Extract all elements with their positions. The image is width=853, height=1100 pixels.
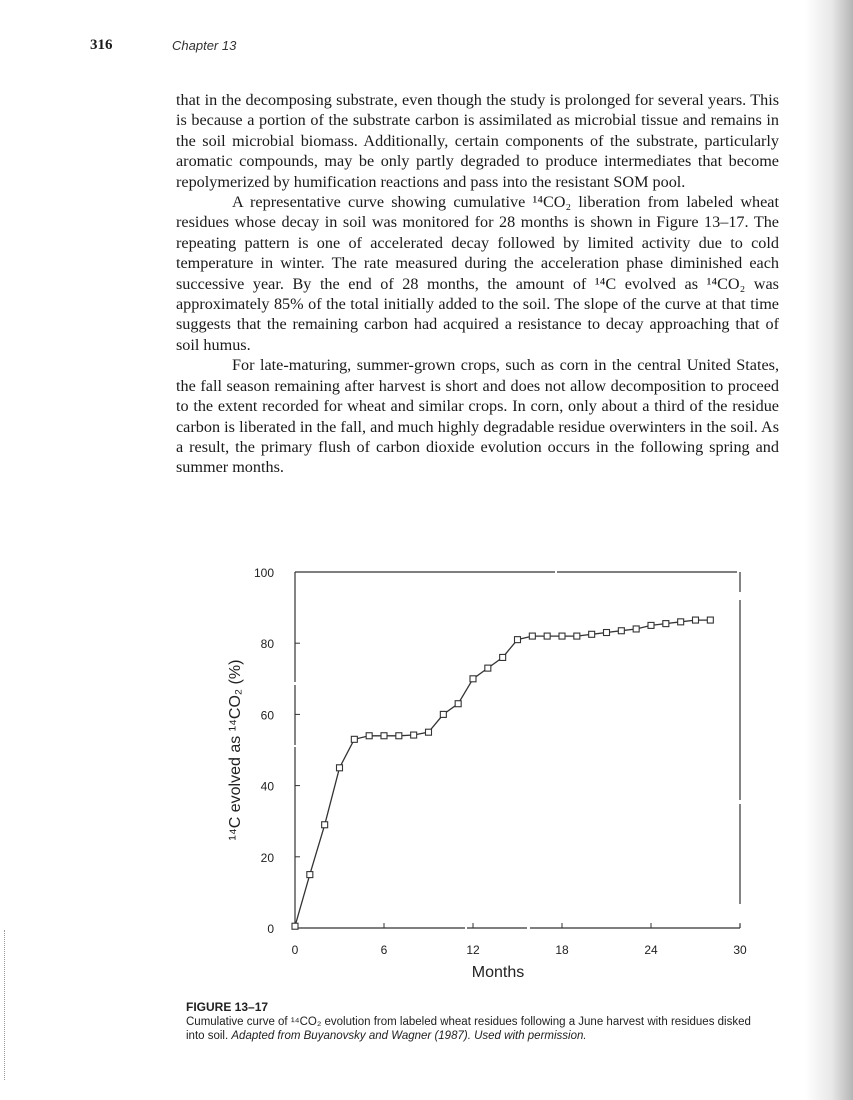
data-point [678, 619, 684, 625]
data-point [485, 665, 491, 671]
data-point [381, 733, 387, 739]
x-tick-label: 24 [644, 943, 658, 957]
data-point [366, 733, 372, 739]
figure-credit: Adapted from Buyanovsky and Wagner (1987). Used with permission. [231, 1030, 587, 1042]
page-number: 316 [90, 37, 113, 53]
paragraph-corn: For late-maturing, summer-grown crops, such as corn in the central United States, the fall season remaining after harvest is short and does not allow decomposition to proceed to the extent recorded for wheat and similar crops. In corn, only about a third of the residue carbon is liberated in the fall, and much highly degradable residue overwinters in the soil. As a result, the primary flush of carbon dioxide evolution occurs in the following spring and summer months. [176, 356, 779, 477]
data-point [322, 822, 328, 828]
chart-axes [295, 572, 740, 928]
data-point [693, 617, 699, 623]
data-point [574, 633, 580, 639]
data-point [515, 637, 521, 643]
data-point [618, 628, 624, 634]
chart-ticks [254, 566, 747, 957]
chapter-label: Chapter 13 [172, 38, 237, 53]
data-point [470, 676, 476, 682]
data-point [559, 633, 565, 639]
figure-caption-text: Cumulative curve of ¹⁴CO₂ evolution from labeled wheat residues following a June harvest with residues disked into soil. [186, 1015, 751, 1042]
data-point [633, 626, 639, 632]
x-tick-label: 18 [555, 943, 569, 957]
data-point [500, 654, 506, 660]
page-edge-marks [4, 930, 7, 1080]
data-point [411, 732, 417, 738]
y-tick-label: 0 [267, 922, 274, 936]
data-point [589, 631, 595, 637]
y-tick-label: 20 [260, 850, 274, 865]
y-tick-label: 40 [260, 779, 274, 794]
y-tick-label: 60 [260, 708, 274, 723]
figure-caption [186, 1000, 766, 1044]
data-point [396, 733, 402, 739]
paragraph-wheat-curve: A representative curve showing cumulative ¹⁴CO₂ liberation from labeled wheat residues whose decay in soil was monitored for 28 months is shown in Figure 13–17. The repeating pattern is one of accelerated decay followed by limited activity due to cold temperature in winter. The rate measured during the acceleration phase diminished each successive year. By the end of 28 months, the amount of ¹⁴C evolved as ¹⁴CO₂ was approximately 85% of the total initially added to the soil. The slope of the curve at that time suggests that the remaining carbon had acquired a resistance to decay approaching that of soil humus. [176, 193, 779, 354]
data-point [307, 872, 313, 878]
data-point [604, 630, 610, 636]
paragraph-continued: that in the decomposing substrate, even though the study is prolonged for several years. This is because a portion of the substrate carbon is assimilated as microbial tissue and remains in the soil microbial biomass. Additionally, certain components of the substrate, particularly aromatic compounds, may be only partly degraded to produce intermediates that become repolymerized by humification reactions and pass into the resistant SOM pool. [176, 91, 779, 191]
figure-label: FIGURE 13–17 [186, 1000, 269, 1014]
y-tick-label: 80 [260, 637, 274, 652]
x-axis-label: Months [471, 964, 525, 981]
data-point [707, 617, 713, 623]
data-point [426, 729, 432, 735]
x-tick-label: 30 [733, 943, 747, 957]
x-tick-label: 0 [291, 943, 299, 957]
data-point [440, 711, 446, 717]
data-point [529, 633, 535, 639]
page-edge-shadow [805, 0, 853, 1100]
y-axis-label: ¹⁴C evolved as ¹⁴CO₂ (%) [227, 659, 244, 841]
data-point [455, 701, 461, 707]
x-tick-label: 12 [466, 943, 480, 957]
chart-series [292, 617, 713, 929]
data-point [337, 765, 343, 771]
series-line [295, 620, 710, 926]
data-point [648, 622, 654, 628]
data-point [544, 633, 550, 639]
x-tick-label: 6 [380, 943, 388, 957]
y-tick-label: 100 [253, 566, 274, 580]
data-point [663, 621, 669, 627]
data-point [351, 736, 357, 742]
data-point [292, 923, 298, 929]
